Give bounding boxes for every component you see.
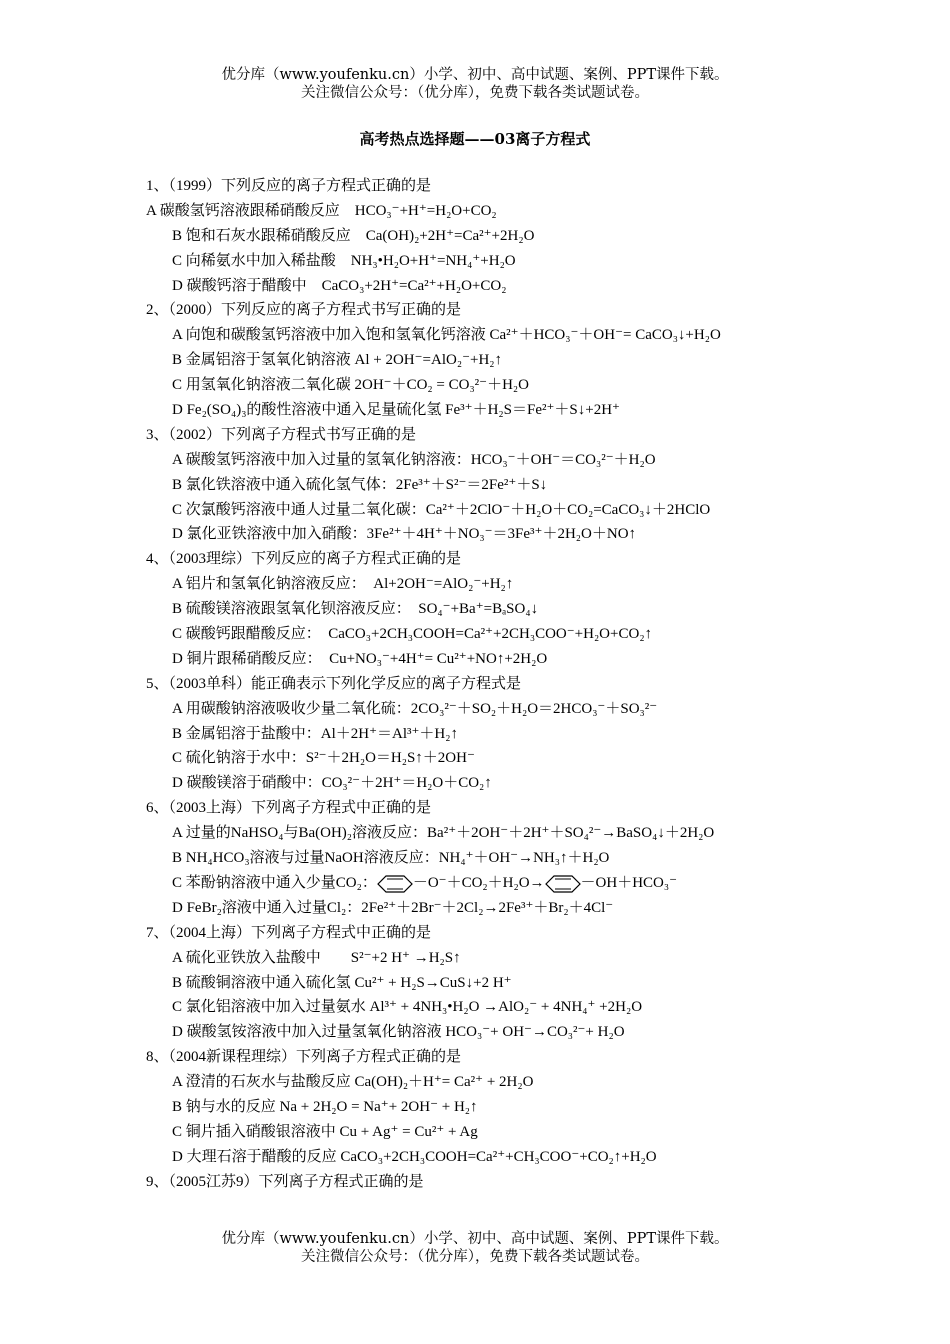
option-line: D 碳酸钙溶于醋酸中 CaCO₃+2H⁺=Ca²⁺+H₂O+CO₂	[172, 277, 507, 294]
question-stem: 5、（2003单科）能正确表示下列化学反应的离子方程式是	[146, 675, 522, 692]
option-line: A 铝片和氢氧化钠溶液反应： Al+2OH⁻=AlO₂⁻+H₂↑	[172, 576, 514, 593]
option-line: C 碳酸钙跟醋酸反应： CaCO₃+2CH₃COOH=Ca²⁺+2CH₃COO⁻+H₂O+CO₂↑	[172, 626, 653, 643]
footer-line-1: 优分库（www.youfenku.cn）小学、初中、高中试题、案例、PPT课件下载。	[221, 1231, 729, 1247]
option-line: D 大理石溶于醋酸的反应 CaCO₃+2CH₃COOH=Ca²⁺+CH₃COO⁻+CO₂↑+H₂O	[172, 1148, 657, 1165]
option-line: B 硫酸铜溶液中通入硫化氢 Cu²⁺ + H₂S→CuS↓+2 H⁺	[172, 974, 512, 991]
option-line: D FeBr₂溶液中通入过量Cl₂：2Fe²⁺＋2Br⁻＋2Cl₂→2Fe³⁺＋Br₂＋4Cl⁻	[172, 899, 614, 916]
header-line-1: 优分库（www.youfenku.cn）小学、初中、高中试题、案例、PPT课件下载。	[221, 67, 729, 83]
option-line: C 次氯酸钙溶液中通人过量二氧化碳：Ca²⁺＋2ClO⁻＋H₂O＋CO₂=CaCO₃↓＋2HClO	[172, 501, 711, 518]
option-line: A 过量的NaHSO₄与Ba(OH)₂溶液反应：Ba²⁺＋2OH⁻＋2H⁺＋SO₄²⁻→BaSO₄↓＋2H₂O	[172, 825, 715, 842]
option-line: B NH₄HCO₃溶液与过量NaOH溶液反应：NH₄⁺＋OH⁻→NH₃↑＋H₂O	[172, 850, 610, 867]
question-stem: 4、（2003理综）下列反应的离子方程式正确的是	[146, 551, 462, 568]
option-line: B 金属铝溶于氢氧化钠溶液 Al + 2OH⁻=AlO₂⁻+H₂↑	[172, 352, 503, 369]
option-line: B 氯化铁溶液中通入硫化氢气体：2Fe³⁺＋S²⁻＝2Fe²⁺＋S↓	[172, 476, 548, 493]
option-line: A 硫化亚铁放入盐酸中 S²⁻+2 H⁺ →H₂S↑	[172, 949, 461, 966]
option-line: C 向稀氨水中加入稀盐酸 NH₃•H₂O+H⁺=NH₄⁺+H₂O	[172, 252, 516, 269]
page-footer	[0, 1230, 950, 1266]
option-line: D 碳酸镁溶于硝酸中：CO₃²⁻＋2H⁺＝H₂O＋CO₂↑	[172, 775, 492, 792]
option-text: C 苯酚钠溶液中通入少量CO₂：	[172, 874, 377, 891]
option-line: B 饱和石灰水跟稀硝酸反应 Ca(OH)₂+2H⁺=Ca²⁺+2H₂O	[172, 227, 535, 244]
option-line: A 碳酸氢钙溶液中加入过量的氢氧化钠溶液：HCO₃⁻＋OH⁻＝CO₃²⁻＋H₂O	[172, 451, 656, 468]
option-line: D Fe₂(SO₄)₃的酸性溶液中通入足量硫化氢 Fe³⁺＋H₂S＝Fe²⁺＋S↓+2H⁺	[172, 402, 620, 419]
question-stem: 8、（2004新课程理综）下列离子方程式正确的是	[146, 1049, 462, 1066]
footer-line-2: 关注微信公众号：（优分库），免费下载各类试题试卷。	[301, 1249, 649, 1265]
option-line: D 氯化亚铁溶液中加入硝酸：3Fe²⁺＋4H⁺＋NO₃⁻＝3Fe³⁺＋2H₂O＋NO↑	[172, 526, 637, 543]
question-list	[146, 174, 866, 1195]
option-line: A 用碳酸钠溶液吸收少量二氧化硫：2CO₃²⁻＋SO₂＋H₂O＝2HCO₃⁻＋SO₃²⁻	[172, 700, 658, 717]
option-line: C 用氢氧化钠溶液二氧化碳 2OH⁻＋CO₂ = CO₃²⁻＋H₂O	[172, 377, 529, 394]
document-title: 高考热点选择题——03离子方程式	[359, 130, 591, 148]
option-text: －O⁻＋CO₂＋H₂O→	[412, 874, 545, 891]
option-line: A 碳酸氢钙溶液跟稀硝酸反应 HCO₃⁻+H⁺=H₂O+CO₂	[146, 202, 497, 219]
page-header	[0, 66, 950, 102]
option-line: C 氯化铝溶液中加入过量氨水 Al³⁺ + 4NH₃•H₂O →AlO₂⁻ + 4NH₄⁺ +2H₂O	[172, 999, 643, 1016]
option-line: D 碳酸氢铵溶液中加入过量氢氧化钠溶液 HCO₃⁻+ OH⁻→CO₃²⁻+ H₂O	[172, 1024, 625, 1041]
header-line-2: 关注微信公众号：（优分库），免费下载各类试题试卷。	[301, 85, 649, 101]
option-line: A 澄清的石灰水与盐酸反应 Ca(OH)₂＋H⁺= Ca²⁺ + 2H₂O	[172, 1074, 534, 1091]
option-line: B 金属铝溶于盐酸中：Al＋2H⁺＝Al³⁺＋H₂↑	[172, 725, 458, 742]
question-stem: 1、（1999）下列反应的离子方程式正确的是	[146, 178, 432, 194]
option-line: C 硫化钠溶于水中：S²⁻＋2H₂O＝H₂S↑＋2OH⁻	[172, 750, 475, 767]
option-text: －OH＋HCO₃⁻	[580, 874, 678, 891]
option-line	[146, 871, 866, 896]
option-line: A 向饱和碳酸氢钙溶液中加入饱和氢氧化钙溶液 Ca²⁺＋HCO₃⁻＋OH⁻= CaCO₃↓+H₂O	[172, 327, 721, 344]
question-stem: 9、（2005江苏9）下列离子方程式正确的是	[146, 1173, 424, 1190]
benzene-ring-icon	[545, 875, 581, 893]
question-stem: 3、（2002）下列离子方程式书写正确的是	[146, 426, 417, 443]
option-line: D 铜片跟稀硝酸反应： Cu+NO₃⁻+4H⁺= Cu²⁺+NO↑+2H₂O	[172, 650, 548, 667]
option-line: B 钠与水的反应 Na + 2H₂O = Na⁺+ 2OH⁻ + H₂↑	[172, 1098, 478, 1115]
question-stem: 7、（2004上海）下列离子方程式中正确的是	[146, 924, 432, 941]
question-stem: 2、（2000）下列反应的离子方程式书写正确的是	[146, 302, 462, 319]
option-line: B 硫酸镁溶液跟氢氧化钡溶液反应： SO₄⁻+Ba⁺=BₐSO₄↓	[172, 601, 539, 618]
question-stem: 6、（2003上海）下列离子方程式中正确的是	[146, 800, 432, 817]
option-line: C 铜片插入硝酸银溶液中 Cu + Ag⁺ = Cu²⁺ + Ag	[172, 1123, 478, 1140]
benzene-ring-icon	[377, 875, 413, 893]
